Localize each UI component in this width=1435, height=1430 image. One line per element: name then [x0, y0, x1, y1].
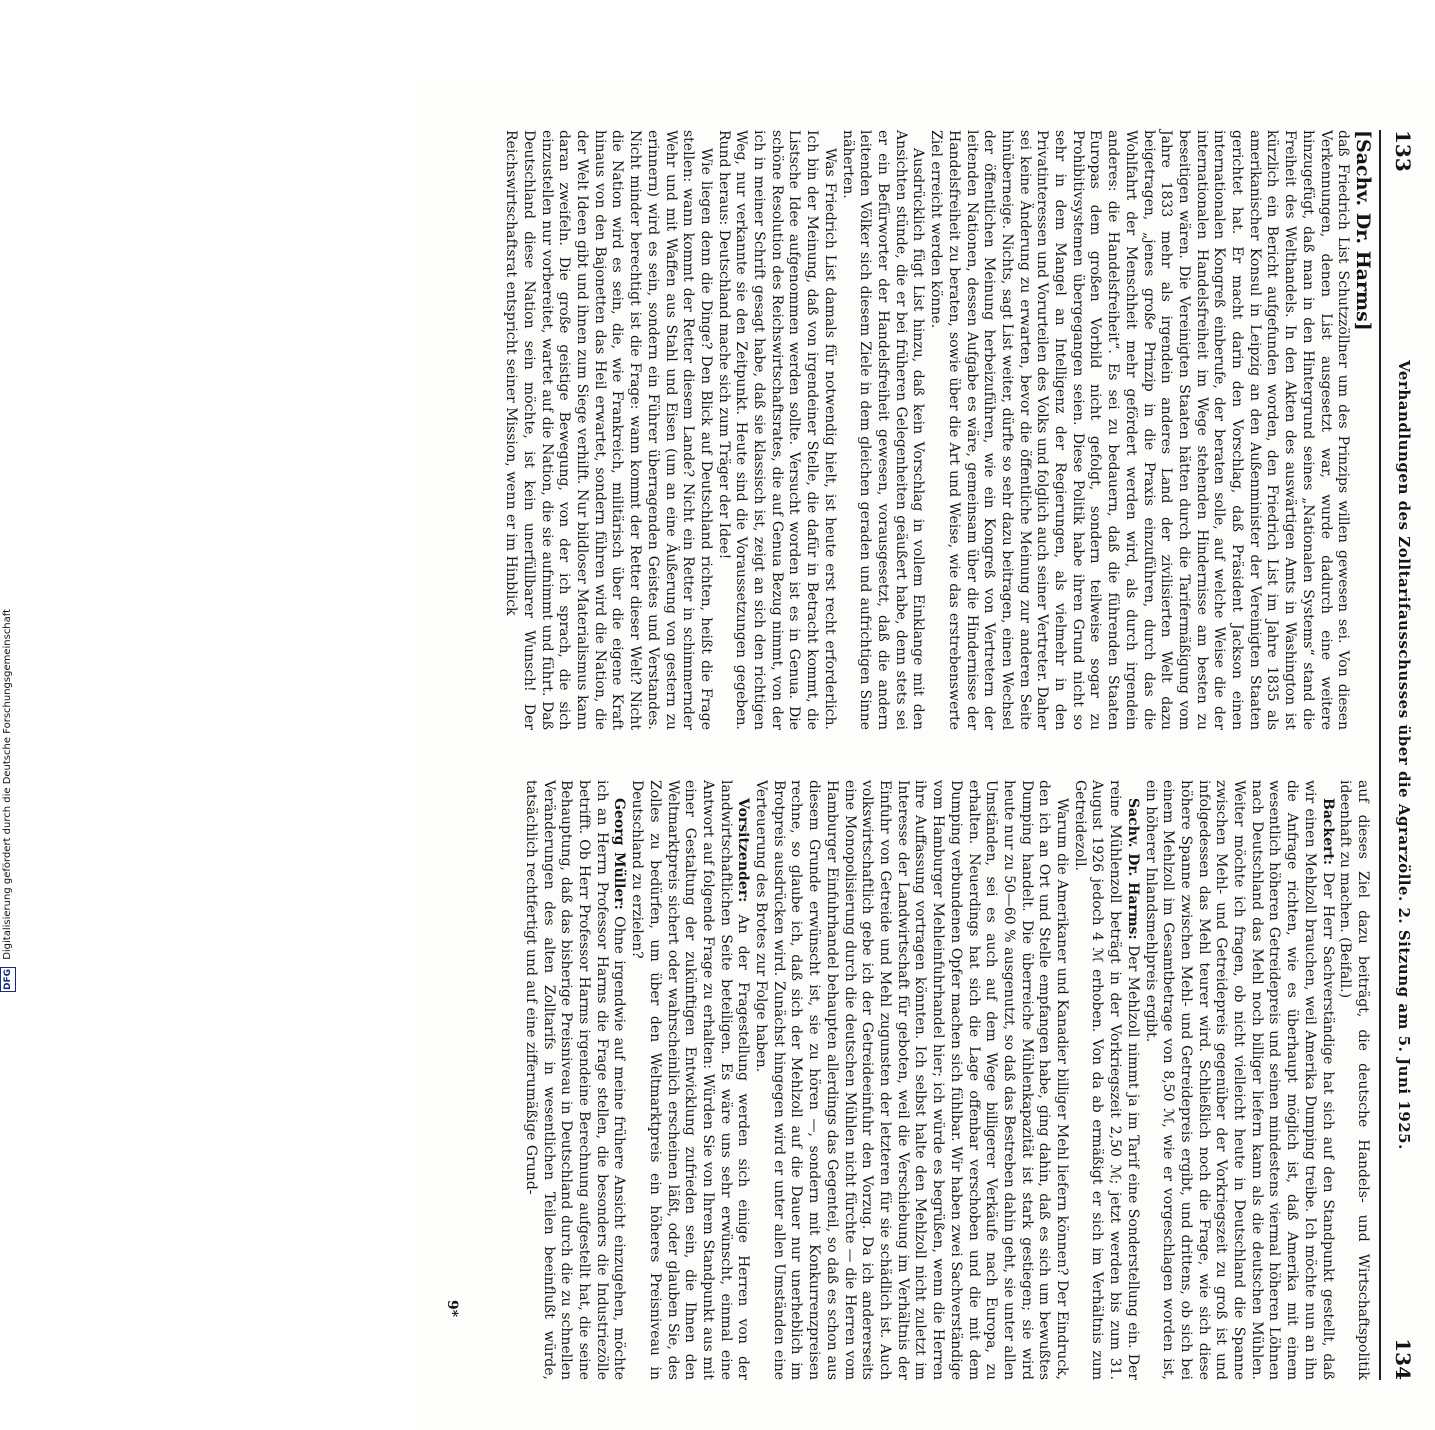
paragraph: Wie liegen denn die Dinge? Den Blick auf Deutschland richten, heißt die Frage stellen: wann kommt der Retter diesem Lande? Nicht ein Retter in schimmernder Wehr und mit Waffen aus Stahl und Eisen (um an eine Äußerung von gestern zu erinnern) wird es sein, sondern ein Führer überragenden Geistes und Verstandes. Nicht minder berechtigt ist die Frage: wann kommt der Retter dieser Welt? Nicht die Nation wird es sein, die, wie Frankreich, militärisch über die eigene Kraft hinaus von den Bajonetten das Heil erwartet, sondern führen wird die Nation, die der Welt Ideen gibt und ihnen zum Siege verhilft. Nur bildloser Materialismus kann daran zweifeln. Die große geistige Bewegung, von der ich sprach, die sich einzustellen nur vorbereitet, wartet auf die Nation, die sie aufnimmt und führt. Daß Deutschland diese Nation sein möchte, ist kein unerfüllbarer Wunsch! Der Reichswirtschaftsrat entspricht seiner Mission, wenn er im Hinblick	[503, 130, 714, 730]
signature-mark: 9*	[444, 1300, 460, 1318]
speaker-heading: [Sachv. Dr. Harms]	[1352, 130, 1374, 331]
paragraph: Was Friedrich List damals für notwendig hielt, ist heute erst recht erforderlich. Ich bin der Meinung, daß von irgendeiner Stelle, die dafür in Betracht kommt, die Listsche Idee aufgenommen werden sollte. Versucht worden ist es in Genua. Die schöne Resolution des Reichswirtschaftsrates, die auf Genua Bezug nimmt, von der ich in meiner Schrift gesagt habe, daß sie klassisch ist, zeigt an sich den richtigen Weg, nur verkannte sie den Zeitpunkt. Heute sind die Voraussetzungen gegeben. Rund heraus: Deutschland mache sich zum Träger der Idee!	[715, 130, 838, 730]
speaker-name: Sachv. Dr. Harms:	[1124, 798, 1141, 940]
page-number-left: 133	[1391, 130, 1415, 172]
speech-text: Ohne irgendwie auf meine frühere Ansicht einzugehen, möchte ich an Herrn Professor Harms die Frage stellen, die besonders die Industriezölle betrifft. Ob Herr Professor Harms irgendeine Berechnung aufgestellt hat, die seine Behauptung, daß das bisherige Preisniveau in Deutschland durch die zu schnellen Veränderungen des alten Zolltarifs in wesentlichen Teilen beeinflußt würde, tatsächlich rechtfertigt und auf eine zifferumäßige Grund-	[522, 780, 628, 1380]
right-column	[451, 780, 1371, 1380]
speaker-name: Georg Müller:	[611, 798, 628, 910]
paragraph: Warum die Amerikaner und Kanadier billiger Mehl liefern können? Der Eindruck, den ich an Ort und Stelle empfangen habe, ging dahin, daß es sich um bewußtes Dumping handelt. Die überreiche Mühlenkapazität ist stark gestiegen; sie wird heute nur zu 50—60 % ausgenutzt, so daß das Bestreben dahin geht, sie unter allen Umständen, sei es auch auf dem Wege billigerer Verkäufe nach Europa, zu erhalten. Neuerdings hat sich die Lage offenbar verschoben und die mit dem Dumping verbundenen Opfer machen sich fühlbar. Wir haben zwei Sachverständige vom Hamburger Mehleinfuhrhandel hier; ich würde es begrüßen, wenn die Herren ihre Auffassung vortragen könnten. Ich selbst halte den Mehlzoll nicht zuletzt im Interesse der Landwirtschaft für geboten, weil die Verschiebung im Verhältnis der Einfuhr von Getreide und Mehl zugunsten der letzteren für sie schädlich ist. Auch volkswirtschaftlich gebe ich der Getreideeinfuhr den Vorzug. Da ich andererseits eine Monopolisierung durch die deutschen Mühlen nicht fürchte — die Herren vom Hamburger Einfuhrhandel behaupten allerdings das Gegenteil, so daß es schon aus diesem Grunde erwünscht ist, sie zu hören —, sondern mit Konkurrenzpreisen rechne, so glaube ich, daß sich der Mehlzoll auf die Dauer nur unerheblich im Brotpreis ausdrücken wird. Zunächst hingegen wird er unter allen Umständen eine Verteuerung des Brotes zur Folge haben.	[753, 780, 1071, 1380]
page-header	[1379, 130, 1415, 1380]
running-title: Verhandlungen des Zolltarifausschusses über die Agrarzölle. 2. Sitzung am 5. Juni 1925.	[1395, 360, 1413, 1150]
page-number-right: 134	[1391, 1338, 1415, 1380]
speech-text: An der Fragestellung werden sich einige Herren von der landwirtschaftlichen Seite beteiligen. Es wäre uns sehr erwünscht, einmal eine Antwort auf folgende Frage zu erhalten: Würden Sie von Ihrem Standpunkt aus mit einer Gestaltung der zukünftigen Entwicklung zufrieden sein, die Ihnen den Weltmarktpreis sichert oder wahrscheinlich erscheinen läßt, oder glauben Sie, des Zolles zu bedürfen, um über den Weltmarktpreis ein höheres Preisniveau in Deutschland zu erzielen?	[629, 780, 752, 1381]
speech-chair	[627, 780, 751, 1380]
speech-mueller	[521, 780, 627, 1380]
speech-harms	[1070, 780, 1141, 1380]
scanned-page	[415, 80, 1435, 1430]
speech-text: Der Mehlzoll nimmt ja im Tarif eine Sonderstellung ein. Der reine Mühlenzoll beträgt in der Vorkriegszeit 2,50 ℳ; jetzt werden bis zum 31. August 1926 jedoch 4 ℳ erhoben. Von da ab ermäßigt er sich im Verhältnis zum Getreidezoll.	[1071, 780, 1141, 1380]
dfg-logo: DFG	[0, 967, 16, 992]
speaker-name: Backert:	[1319, 798, 1336, 866]
digitization-credit	[0, 0, 24, 1000]
speaker-name: Vorsitzender:	[735, 798, 752, 903]
paragraph: auf dieses Ziel dazu beiträgt, die deutsche Handels- und Wirtschaftspolitik ideenhaft zu machen. (Beifall.)	[1337, 780, 1371, 1380]
speech-text: Der Herr Sachverständige hat sich auf den Standpunkt gestellt, daß wir einen Mehlzoll brauchen, weil Amerika Dumping treibe. Ich möchte nun an ihn die Anfrage richten, wie es überhaupt möglich ist, daß Amerika mit einem wesentlich höheren Getreidepreis und seinen mindestens viermal höheren Löhnen nach Deutschland das Mehl noch billiger liefern kann als die deutschen Mühlen. Weiter möchte ich fragen, ob nicht vielleicht heute in Deutschland die Spanne zwischen Mehl- und Getreidepreis gegenüber der Vorkriegszeit zu groß ist und infolgedessen das Mehl teurer wird. Schließlich noch die Frage, wie sich diese höhere Spanne zwischen Mehl- und Getreidepreis ergibt, und drittens, ob sich bei einem Mehlzoll im Gesamtbetrage von 8,50 ℳ, wie er vorgeschlagen worden ist, ein höherer Inlandsmehlpreis ergibt.	[1142, 780, 1336, 1380]
credit-text: Digitalisierung gefördert durch die Deutsche Forschungsgemeinschaft	[2, 608, 13, 960]
paragraph: daß Friedrich List Schutzzöllner um des Prinzips willen gewesen sei. Von diesen Verkennungen, denen List ausgesetzt war, wurde dadurch eine weitere hinzugefügt, daß man in den Hintergrund seines „Nationalen Systems“ stand die Freiheit des Welthandels. In den Akten des auswärtigen Amts in Washington ist kürzlich ein Bericht aufgefunden worden, den Friedrich List im Jahre 1835 als amerikanischer Konsul in Leipzig an den Außenminister der Vereinigten Staaten gerichtet hat. Er macht darin den Vorschlag, daß Präsident Jackson einen internationalen Kongreß einberufe, der beraten solle, auf welche Weise die der internationalen Handelsfreiheit im Wege stehenden Hindernisse am besten zu beseitigen wären. Die Vereinigten Staaten hätten durch die Tarifermäßigung vom Jahre 1833 mehr als irgendein anderes Land der zivilisierten Welt dazu beigetragen, „jenes große Prinzip in die Praxis einzuführen, durch das die Wohlfahrt der Menschheit mehr gefördert werden wird, als durch irgendein anderes: die Handelsfreiheit“. Es sei zu bedauern, daß die führenden Staaten Europas dem großen Vorbild nicht gefolgt, sondern teilweise sogar zu Prohibitivsystemen übergegangen seien. Diese Politik habe ihren Grund nicht so sehr in dem Mangel an Intelligenz der Regierungen, als vielmehr in den Privatinteressen und Vorurteilen des Volks und folglich auch seiner Vertreter. Daher sei keine Änderung zu erwarten, bevor die öffentliche Meinung zur anderen Seite hinüberneige. Nichts, sagt List weiter, dürfte so sehr dazu beitragen, einen Wechsel der öffentlichen Meinung herbeizuführen, wie ein Kongreß von Vertretern der leitenden Nationen, dessen Aufgabe es wäre, gemeinsam über die Hindernisse der Handelsfreiheit zu beraten, sowie über die Art und Weise, wie das erstrebenswerte Ziel erreicht werden könne.	[928, 130, 1352, 730]
paragraph: Ausdrücklich fügt List hinzu, daß kein Vorschlag in vollem Einklange mit den Ansichten stünde, die er bei früheren Gelegenheiten geäußert habe, denn stets sei er ein Befürworter der Handelsfreiheit gewesen, vorausgesetzt, daß die andern leitenden Völker sich diesem Ziele in dem gleichen geraden und aufrichtigen Sinne näherten.	[839, 130, 927, 730]
speech-backert	[1141, 780, 1336, 1380]
left-column	[451, 130, 1374, 730]
